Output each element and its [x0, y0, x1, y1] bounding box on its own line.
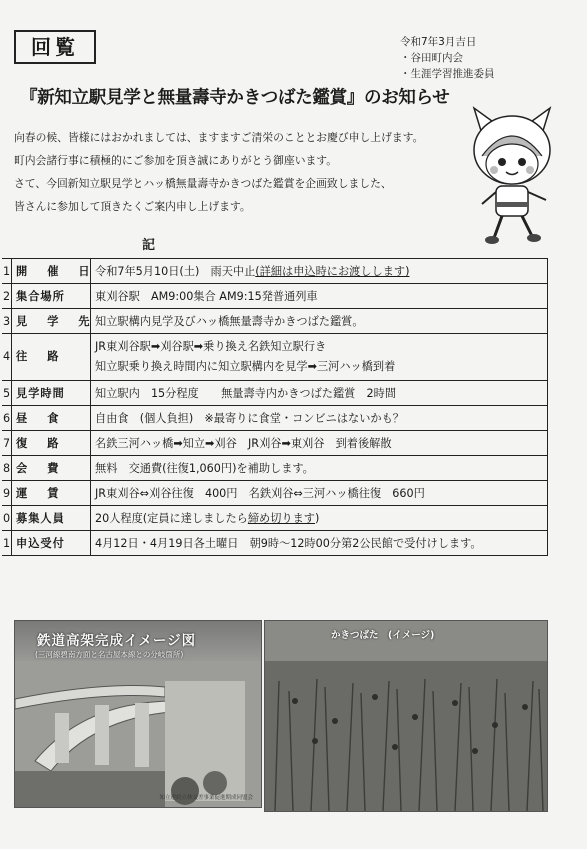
row-number: 9: [2, 481, 12, 506]
row-text: 令和7年5月10日(土) 雨天中止: [95, 265, 256, 278]
row-number: 1: [2, 259, 12, 284]
row-number: 5: [2, 381, 12, 406]
row-number: 0: [2, 506, 12, 531]
table-row: [2, 506, 548, 531]
table-row: [2, 456, 548, 481]
greeting-line: 向春の候、皆様にはおかれましては、ますますご清栄のこととお慶び申し上げます。: [14, 131, 424, 144]
row-value: 自由食 (個人負担) ※最寄りに食堂・コンビニはないかも？: [91, 406, 548, 431]
greeting-line: 町内会諸行事に積極的にご参加を頂き誠にありがとう御座います。: [14, 154, 338, 167]
row-header: 往路: [12, 334, 91, 381]
row-number: 1: [2, 531, 12, 556]
issuer-2: ・生涯学習推進委員: [400, 68, 495, 80]
row-header: 会費: [12, 456, 91, 481]
kairan-label: 回覧: [14, 30, 96, 64]
row-value: [91, 259, 548, 284]
page-title: 『新知立駅見学と無量壽寺かきつばた鑑賞』のお知らせ: [20, 88, 450, 108]
row-value: [91, 334, 548, 381]
row-line: JR東刈谷駅➡刈谷駅➡乗り換え名鉄知立駅行き: [95, 340, 327, 353]
table-row: [2, 406, 548, 431]
row-number: 6: [2, 406, 12, 431]
row-header: 募集人員: [12, 506, 91, 531]
row-line: 知立駅乗り換え時間内に知立駅構内を見学➡三河ハッ橋到着: [95, 360, 396, 373]
issuer-1: ・谷田町内会: [400, 52, 463, 64]
row-header: 申込受付: [12, 531, 91, 556]
row-header: 昼食: [12, 406, 91, 431]
issuer-block: [400, 34, 495, 82]
table-row: [2, 531, 548, 556]
row-number: 3: [2, 309, 12, 334]
row-number: 8: [2, 456, 12, 481]
row-number: 4: [2, 334, 12, 381]
image-subcaption: (三河線碧南方面と名古屋本線との分岐箇所): [35, 650, 184, 659]
greeting-text: [14, 126, 423, 218]
greeting-line: 皆さんに参加して頂きたくご案内申し上げます。: [14, 200, 251, 213]
row-header: 集合場所: [12, 284, 91, 309]
row-header: 見学先: [12, 309, 91, 334]
viaduct-image: [14, 620, 262, 808]
row-text: 20人程度(定員に達しましたら: [95, 512, 248, 525]
row-header: 運賃: [12, 481, 91, 506]
mascot-illustration: [452, 104, 572, 252]
row-value: 無料 交通費(往復1,060円)を補助します。: [91, 456, 548, 481]
greeting-line: さて、今回新知立駅見学とハッ橋無量壽寺かきつばた鑑賞を企画致しました、: [14, 177, 392, 190]
row-number: 2: [2, 284, 12, 309]
image-caption: かきつばた (イメージ): [331, 630, 435, 641]
image-credit: 知立連続立体交差事業促進期成同盟会: [159, 795, 253, 801]
issue-date: 令和7年3月吉日: [400, 36, 477, 48]
row-value: [91, 506, 548, 531]
event-details-table: [2, 258, 548, 556]
row-note: (詳細は申込時にお渡しします): [255, 265, 410, 278]
row-note: 締め切ります: [247, 512, 315, 525]
row-value: 知立駅内 15分程度 無量壽寺内かきつばた鑑賞 2時間: [91, 381, 548, 406]
table-row: [2, 381, 548, 406]
ki-label: 記: [142, 238, 156, 253]
image-caption: 鉄道高架完成イメージ図: [37, 633, 197, 649]
iris-drawing: [265, 621, 547, 811]
row-text-end: ): [315, 512, 320, 525]
row-value: 知立駅構内見学及びハッ橋無量壽寺かきつばた鑑賞。: [91, 309, 548, 334]
table-row: [2, 334, 548, 381]
row-number: 7: [2, 431, 12, 456]
row-value: 東刈谷駅 AM9:00集合 AM9:15発普通列車: [91, 284, 548, 309]
row-header: 開催日: [12, 259, 91, 284]
table-row: [2, 481, 548, 506]
table-row: [2, 259, 548, 284]
table-row: [2, 431, 548, 456]
row-header: 見学時間: [12, 381, 91, 406]
row-value: 4月12日・4月19日各土曜日 朝9時～12時00分第2公民館で受付けします。: [91, 531, 548, 556]
row-value: JR東刈谷⇔刈谷往復 400円 名鉄刈谷⇔三河ハッ橋往復 660円: [91, 481, 548, 506]
iris-image: [264, 620, 548, 812]
table-row: [2, 309, 548, 334]
row-value: 名鉄三河ハッ橋➡知立➡刈谷 JR刈谷➡東刈谷 到着後解散: [91, 431, 548, 456]
row-header: 復路: [12, 431, 91, 456]
table-row: [2, 284, 548, 309]
